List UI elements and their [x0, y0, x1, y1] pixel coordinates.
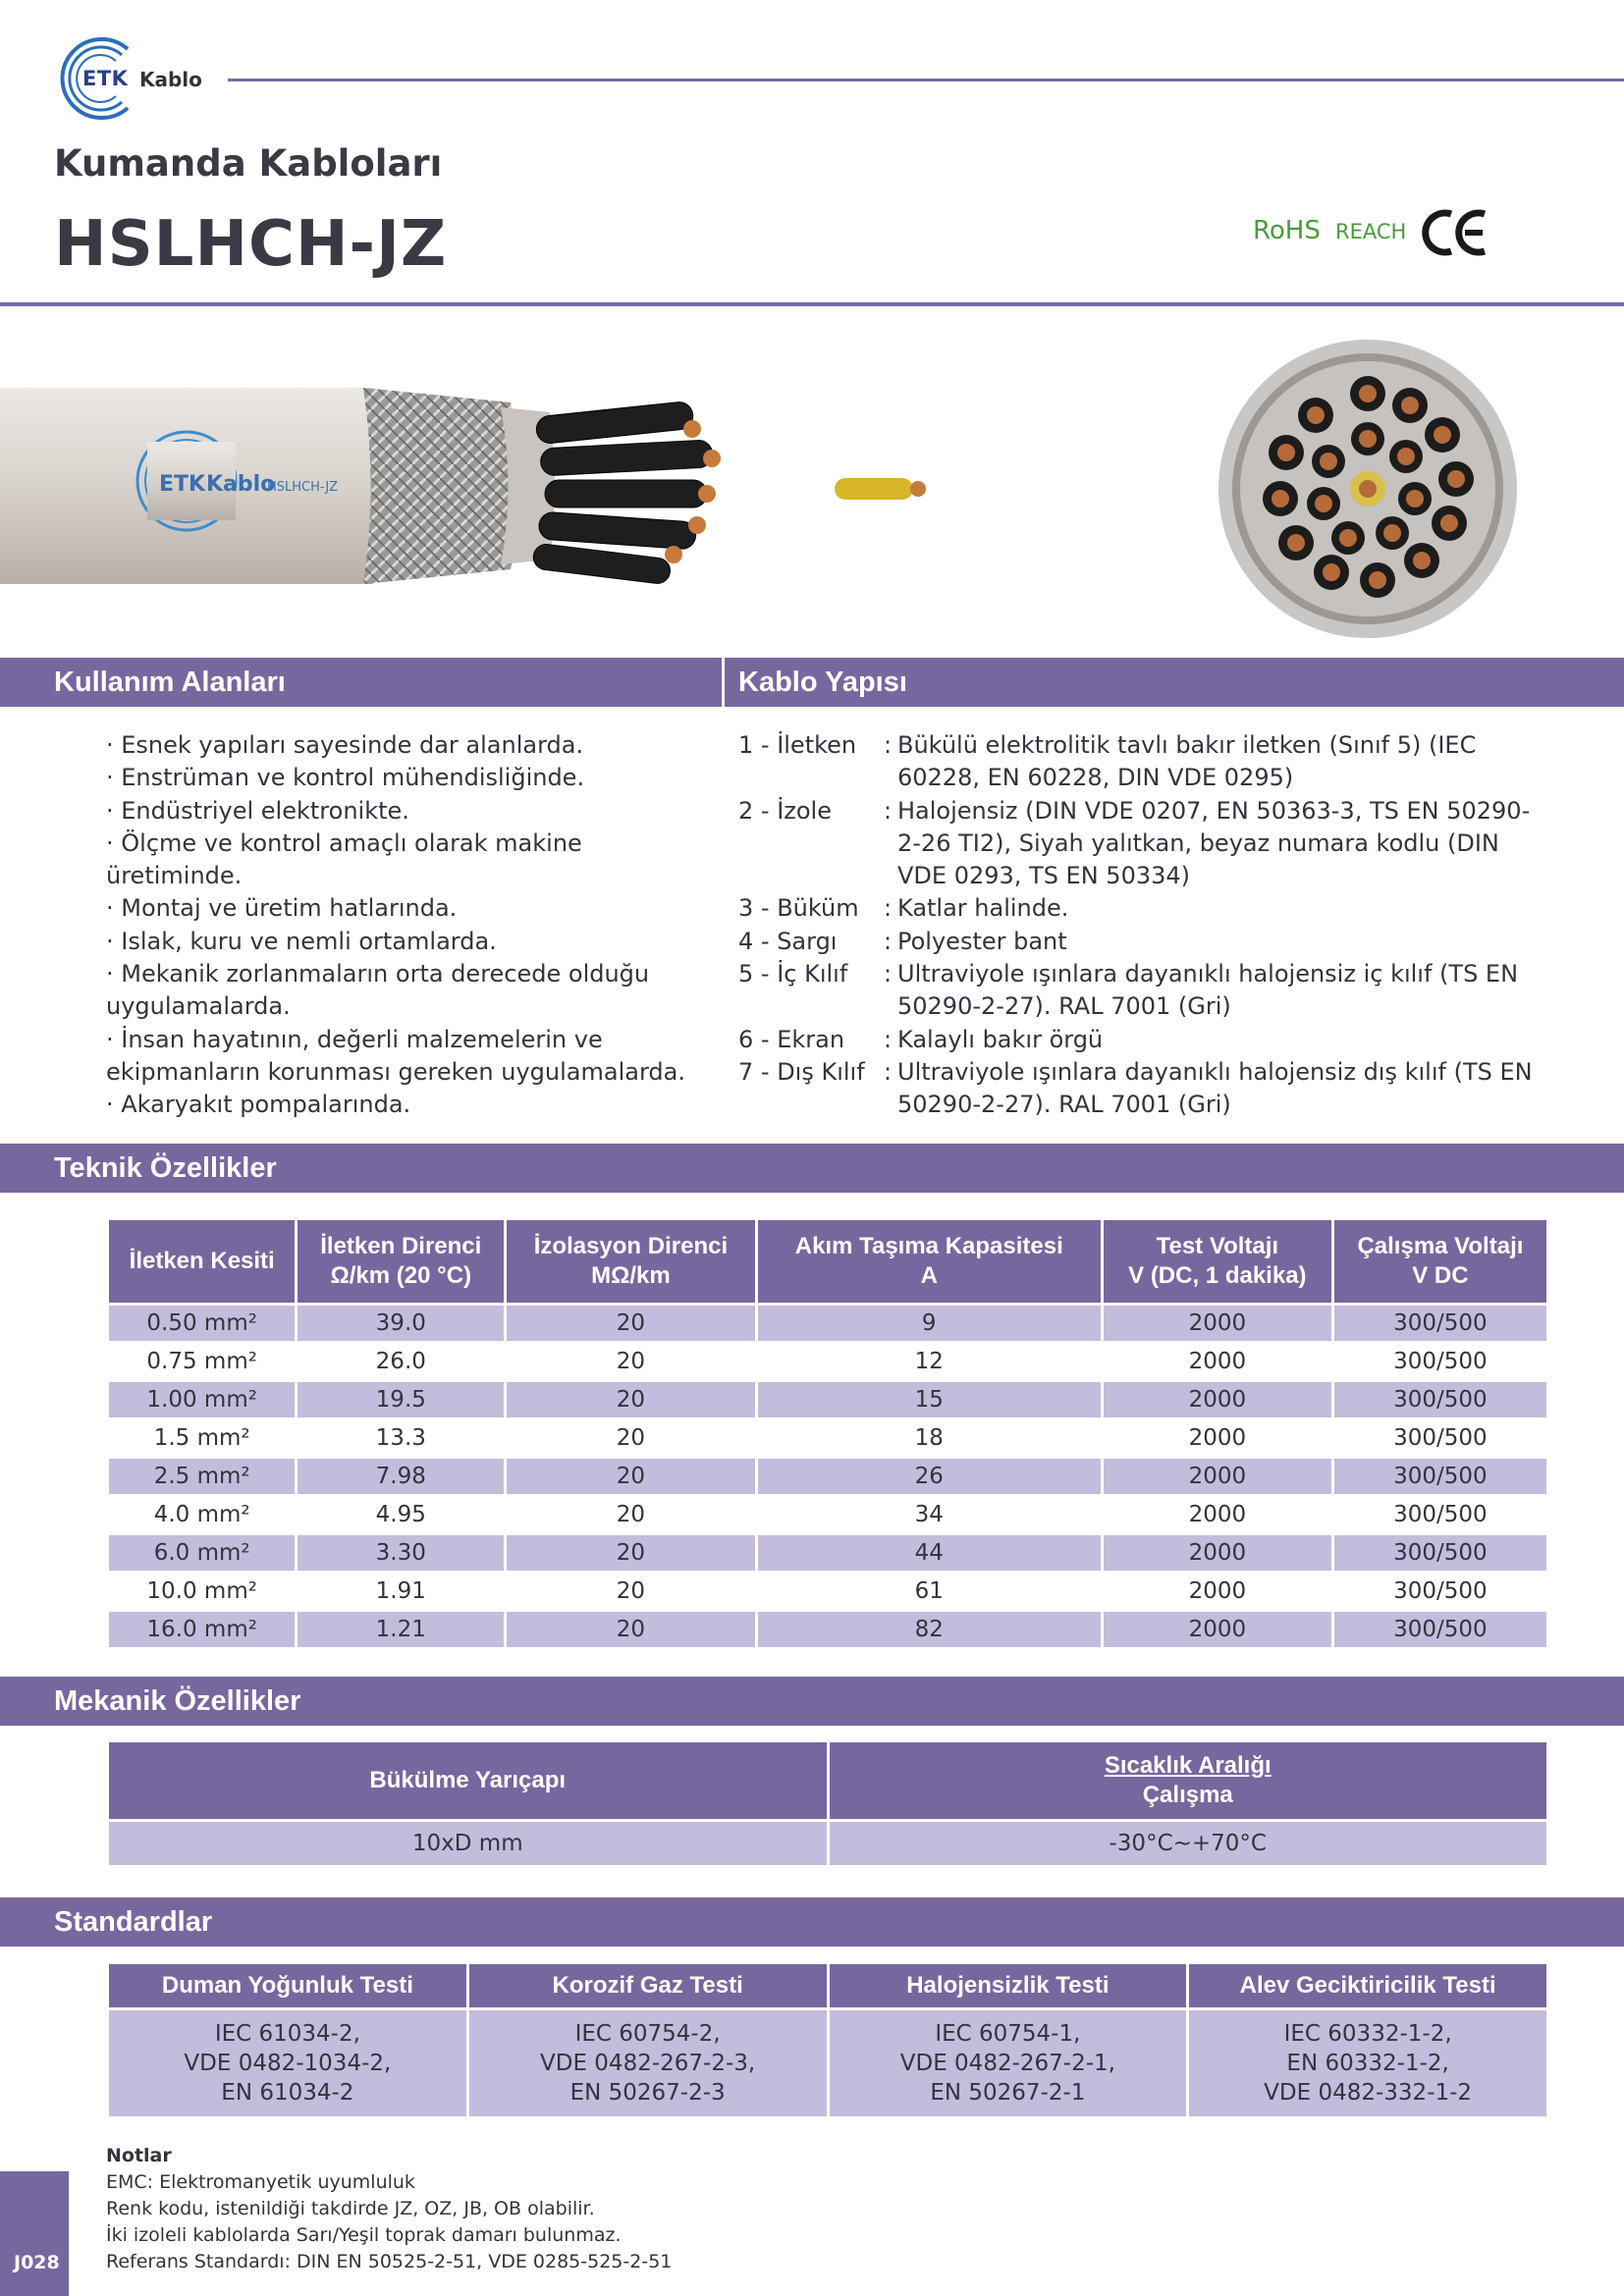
table-cell: 34: [758, 1497, 1101, 1532]
header-corrosive-gas: Korozif Gaz Testi: [469, 1964, 827, 2007]
table-cell: 2000: [1104, 1574, 1331, 1609]
structure-row: 2 - İzole : Halojensiz (DIN VDE 0207, EN 50363-3, TS EN 50290-2-26 TI2), Siyah yalıtkan, beyaz numara kodlu (DIN VDE 0293, TS EN 50334): [738, 795, 1543, 893]
table-row: [109, 1306, 1546, 1341]
table-cell: 16.0 mm²: [109, 1612, 295, 1647]
structure-key: 7 - Dış Kılıf: [738, 1057, 865, 1086]
structure-key: 5 - İç Kılıf: [738, 960, 848, 988]
table-cell: 20: [507, 1535, 754, 1571]
header-test-voltage: Test Voltajı V (DC, 1 dakika): [1104, 1220, 1331, 1303]
smoke-density-standards: IEC 61034-2, VDE 0482-1034-2, EN 61034-2: [109, 2010, 466, 2116]
structure-key: 2 - İzole: [738, 796, 832, 825]
page-number: J028: [14, 2252, 60, 2273]
table-cell: 1.91: [298, 1574, 504, 1609]
mechanical-table: [106, 1739, 1549, 1868]
table-cell: 300/500: [1334, 1306, 1546, 1341]
structure-value: Ultraviyole ışınlara dayanıklı halojensiz dış kılıf (TS EN 50290-2-27). RAL 7001 (Gri): [897, 1057, 1533, 1119]
table-cell: 20: [507, 1459, 754, 1494]
table-cell: 15: [758, 1382, 1101, 1417]
structure-value: Ultraviyole ışınlara dayanıklı halojensiz iç kılıf (TS EN 50290-2-27). RAL 7001 (Gri): [897, 960, 1519, 1021]
table-header-row: [109, 1220, 1546, 1303]
usage-section-header: Kullanım Alanları: [0, 658, 722, 707]
cable-brand-etk: ETK: [159, 472, 206, 497]
table-row: [109, 1497, 1546, 1532]
list-item: · Akaryakıt pompalarında.: [106, 1091, 411, 1119]
table-cell: 2000: [1104, 1382, 1331, 1417]
note-line: Referans Standardı: DIN EN 50525-2-51, VDE 0285-525-2-51: [106, 2251, 673, 2272]
table-header-row: [109, 1964, 1546, 2007]
list-item: · Mekanik zorlanmaların orta derecede olduğu uygulamalarda.: [106, 960, 650, 1021]
header-temperature-range: Sıcaklık Aralığı Çalışma: [830, 1742, 1547, 1819]
title-divider: [0, 302, 1624, 306]
table-cell: 2000: [1104, 1306, 1331, 1341]
header-conductor-section: İletken Kesiti: [109, 1220, 295, 1303]
table-row: [109, 1612, 1546, 1647]
table-cell: 300/500: [1334, 1344, 1546, 1379]
category-title: Kumanda Kabloları: [54, 142, 443, 185]
structure-key: 1 - İletken: [738, 731, 857, 759]
table-cell: 2000: [1104, 1612, 1331, 1647]
table-cell: 300/500: [1334, 1612, 1546, 1647]
bend-radius-value: 10xD mm: [109, 1822, 827, 1865]
table-cell: 10.0 mm²: [109, 1574, 295, 1609]
table-cell: 13.3: [298, 1420, 504, 1456]
header-conductor-resistance: İletken Direnci Ω/km (20 °C): [298, 1220, 504, 1303]
header-divider: [228, 79, 1624, 81]
table-cell: 20: [507, 1420, 754, 1456]
technical-table: [106, 1217, 1549, 1650]
structure-key: 4 - Sargı: [738, 927, 838, 955]
list-item: · Endüstriyel elektronikte.: [106, 796, 409, 825]
structure-section-header: Kablo Yapısı: [725, 658, 1624, 707]
structure-key: 6 - Ekran: [738, 1025, 845, 1053]
structure-row: 4 - Sargı : Polyester bant: [738, 926, 1543, 958]
list-item: · Montaj ve üretim hatlarında.: [106, 894, 458, 923]
list-item: · İnsan hayatının, değerli malzemelerin ve ekipmanların korunması gereken uygulamalarda.: [106, 1025, 685, 1086]
table-cell: 2000: [1104, 1459, 1331, 1494]
flame-retardant-standards: IEC 60332-1-2, EN 60332-1-2, VDE 0482-332-1-2: [1189, 2010, 1546, 2116]
cable-product-image: [0, 368, 943, 604]
structure-value: Bükülü elektrolitik tavlı bakır iletken (Sınıf 5) (IEC 60228, EN 60228, DIN VDE 0295): [897, 731, 1477, 792]
note-line: İki izoleli kablolarda Sarı/Yeşil toprak damarı bulunmaz.: [106, 2224, 622, 2246]
table-cell: 1.21: [298, 1612, 504, 1647]
table-cell: 12: [758, 1344, 1101, 1379]
structure-row: 7 - Dış Kılıf : Ultraviyole ışınlara dayanıklı halojensiz dış kılıf (TS EN 50290-2-27). RAL 7001 (Gri): [738, 1056, 1543, 1122]
etk-logo: [51, 37, 218, 120]
header-smoke-density: Duman Yoğunluk Testi: [109, 1964, 466, 2007]
header-halogen-free: Halojensizlik Testi: [830, 1964, 1187, 2007]
header-flame-retardant: Alev Geciktiricilik Testi: [1189, 1964, 1546, 2007]
table-cell: 2000: [1104, 1420, 1331, 1456]
table-cell: 82: [758, 1612, 1101, 1647]
table-row: [109, 1344, 1546, 1379]
structure-row: 5 - İç Kılıf : Ultraviyole ışınlara dayanıklı halojensiz iç kılıf (TS EN 50290-2-27). RAL 7001 (Gri): [738, 958, 1543, 1024]
table-row: [109, 1535, 1546, 1571]
usage-list: [106, 729, 705, 1122]
table-row: [109, 1420, 1546, 1456]
temperature-range-value: -30°C~+70°C: [830, 1822, 1547, 1865]
table-cell: 44: [758, 1535, 1101, 1571]
list-item: · Enstrüman ve kontrol mühendisliğinde.: [106, 764, 585, 792]
table-cell: 19.5: [298, 1382, 504, 1417]
cable-brand-kablo: Kablo: [206, 472, 276, 497]
table-cell: 6.0 mm²: [109, 1535, 295, 1571]
table-cell: 300/500: [1334, 1574, 1546, 1609]
table-cell: 26: [758, 1459, 1101, 1494]
corrosive-gas-standards: IEC 60754-2, VDE 0482-267-2-3, EN 50267-2-3: [469, 2010, 827, 2116]
structure-value: Katlar halinde.: [897, 894, 1069, 923]
rohs-mark: RoHS: [1253, 216, 1321, 245]
table-cell: 20: [507, 1306, 754, 1341]
table-cell: 20: [507, 1344, 754, 1379]
table-cell: 26.0: [298, 1344, 504, 1379]
table-cell: 2000: [1104, 1497, 1331, 1532]
table-cell: 300/500: [1334, 1459, 1546, 1494]
table-cell: 9: [758, 1306, 1101, 1341]
notes-title: Notlar: [106, 2145, 172, 2166]
standards-table: [106, 1961, 1549, 2119]
table-cell: 2.5 mm²: [109, 1459, 295, 1494]
ce-mark-icon: [1422, 204, 1490, 261]
logo-kablo-text: Kablo: [139, 68, 202, 91]
cable-cross-section-image: [1216, 337, 1520, 641]
note-line: Renk kodu, istenildiği takdirde JZ, OZ, JB, OB olabilir.: [106, 2198, 595, 2219]
table-cell: 300/500: [1334, 1535, 1546, 1571]
technical-section-header: Teknik Özellikler: [0, 1144, 1624, 1193]
header-operating-voltage: Çalışma Voltajı V DC: [1334, 1220, 1546, 1303]
table-cell: 39.0: [298, 1306, 504, 1341]
product-title: HSLHCH-JZ: [54, 208, 448, 281]
table-cell: 4.0 mm²: [109, 1497, 295, 1532]
header-current-capacity: Akım Taşıma Kapasitesi A: [758, 1220, 1101, 1303]
structure-value: Kalaylı bakır örgü: [897, 1025, 1104, 1053]
table-cell: 2000: [1104, 1344, 1331, 1379]
structure-value: Halojensiz (DIN VDE 0207, EN 50363-3, TS EN 50290-2-26 TI2), Siyah yalıtkan, beyaz numara kodlu (DIN VDE 0293, TS EN 50334): [897, 796, 1531, 890]
page-tab: [0, 2171, 69, 2296]
structure-row: 6 - Ekran : Kalaylı bakır örgü: [738, 1024, 1543, 1056]
structure-value: Polyester bant: [897, 927, 1067, 955]
header-insulation-resistance: İzolasyon Direnci MΩ/km: [507, 1220, 754, 1303]
table-cell: 2000: [1104, 1535, 1331, 1571]
table-cell: 3.30: [298, 1535, 504, 1571]
table-cell: 300/500: [1334, 1382, 1546, 1417]
table-row: [109, 1822, 1546, 1865]
table-row: [109, 1459, 1546, 1494]
reach-mark: REACH: [1335, 220, 1407, 243]
mechanical-section-header: Mekanik Özellikler: [0, 1677, 1624, 1726]
table-cell: 1.00 mm²: [109, 1382, 295, 1417]
table-cell: 300/500: [1334, 1420, 1546, 1456]
table-cell: 4.95: [298, 1497, 504, 1532]
table-cell: 20: [507, 1497, 754, 1532]
table-cell: 7.98: [298, 1459, 504, 1494]
table-cell: 0.50 mm²: [109, 1306, 295, 1341]
table-header-row: [109, 1742, 1546, 1819]
list-item: · Esnek yapıları sayesinde dar alanlarda.: [106, 731, 584, 759]
table-cell: 300/500: [1334, 1497, 1546, 1532]
cable-code: HSLHCH-JZ: [267, 480, 339, 495]
table-row: [109, 2010, 1546, 2116]
structure-row: 1 - İletken : Bükülü elektrolitik tavlı bakır iletken (Sınıf 5) (IEC 60228, EN 60228, DIN VDE 0295): [738, 729, 1543, 795]
structure-key: 3 - Büküm: [738, 894, 859, 923]
header-bend-radius: Bükülme Yarıçapı: [109, 1742, 827, 1819]
table-cell: 61: [758, 1574, 1101, 1609]
table-cell: 20: [507, 1382, 754, 1417]
logo-etk-text: ETK: [82, 67, 129, 90]
table-cell: 1.5 mm²: [109, 1420, 295, 1456]
structure-row: 3 - Büküm : Katlar halinde.: [738, 892, 1543, 925]
table-cell: 20: [507, 1574, 754, 1609]
note-line: EMC: Elektromanyetik uyumluluk: [106, 2171, 415, 2193]
table-cell: 20: [507, 1612, 754, 1647]
structure-list: [738, 729, 1543, 1122]
table-cell: 0.75 mm²: [109, 1344, 295, 1379]
notes: [106, 2143, 672, 2275]
list-item: · Ölçme ve kontrol amaçlı olarak makine üretiminde.: [106, 828, 582, 890]
table-row: [109, 1382, 1546, 1417]
table-row: [109, 1574, 1546, 1609]
list-item: · Islak, kuru ve nemli ortamlarda.: [106, 927, 497, 955]
table-cell: 18: [758, 1420, 1101, 1456]
halogen-free-standards: IEC 60754-1, VDE 0482-267-2-1, EN 50267-2-1: [830, 2010, 1187, 2116]
standards-section-header: Standardlar: [0, 1897, 1624, 1947]
